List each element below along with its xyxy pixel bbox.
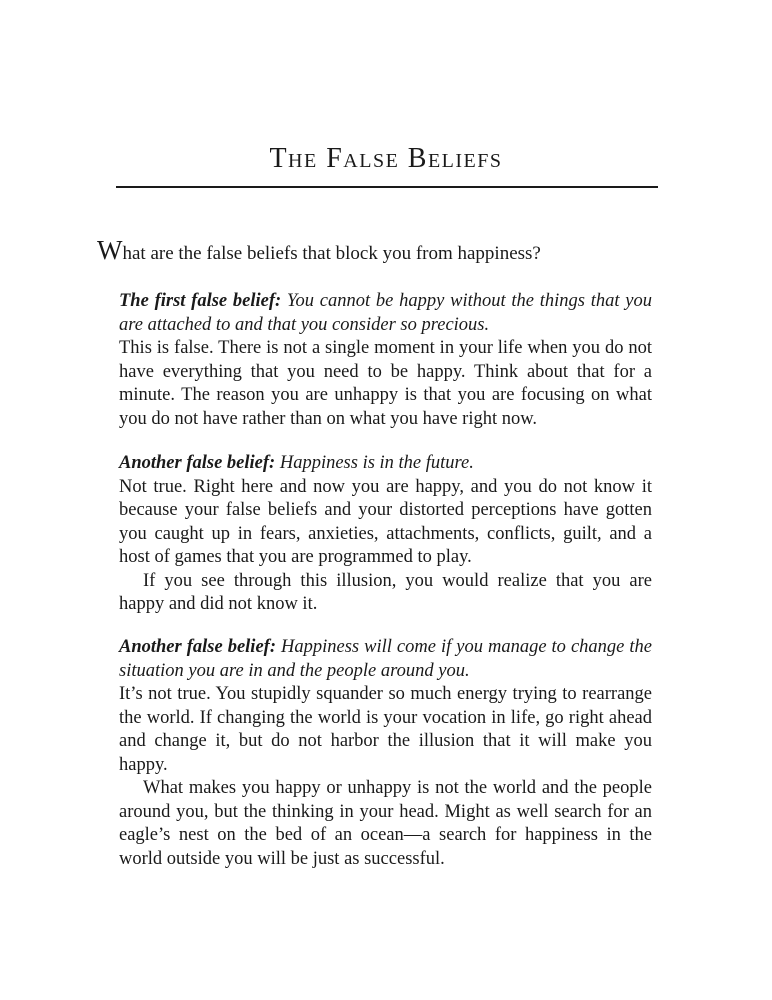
body-paragraph: Not true. Right here and now you are happy, and you do not know it because your false beliefs and your distorted perceptions have gotten you caught up in fears, anxieties, attachments, conflicts, guilt, and a host of games that you are programmed to play. — [119, 476, 652, 567]
belief-section-2 — [119, 452, 652, 617]
belief-statement: You cannot be happy without the things that you are attached to and that you consider so precious. — [119, 291, 652, 335]
chapter-title: The False Beliefs — [269, 143, 503, 174]
belief-lead: Another false belief: — [119, 637, 276, 657]
body-paragraph: It’s not true. You stupidly squander so much energy trying to rearrange the world. If changing the world is your vocation in life, go right ahead and change it, but do not harbor the illusion that it will make you happy. — [119, 684, 652, 775]
belief-lead: Another false belief: — [119, 453, 276, 473]
body-paragraph: If you see through this illusion, you would realize that you are happy and did not know it. — [119, 570, 652, 614]
belief-heading — [119, 636, 652, 683]
belief-section-3 — [119, 636, 652, 871]
belief-lead: The first false belief: — [119, 291, 282, 311]
belief-heading — [119, 452, 652, 476]
belief-heading — [119, 290, 652, 337]
intro-paragraph — [97, 235, 697, 266]
belief-statement: Happiness is in the future. — [275, 453, 474, 473]
drop-cap: W — [97, 235, 123, 265]
belief-section-1 — [119, 290, 652, 431]
intro-text: hat are the false beliefs that block you from happiness? — [122, 243, 541, 264]
body-paragraph: What makes you happy or unhappy is not the world and the people around you, but the thinking in your head. Might as well search for an eagle’s nest on the bed of an ocean—a search for happiness in the world outside you will be just as successful. — [119, 778, 652, 869]
title-rule — [116, 186, 658, 188]
body-paragraph: This is false. There is not a single moment in your life when you do not have everything that you need to be happy. Think about that for a minute. The reason you are unhappy is that you are focusing on what you do not have rather than on what you have right now. — [119, 338, 652, 429]
belief-statement: Happiness will come if you manage to change the situation you are in and the people around you. — [119, 637, 652, 681]
